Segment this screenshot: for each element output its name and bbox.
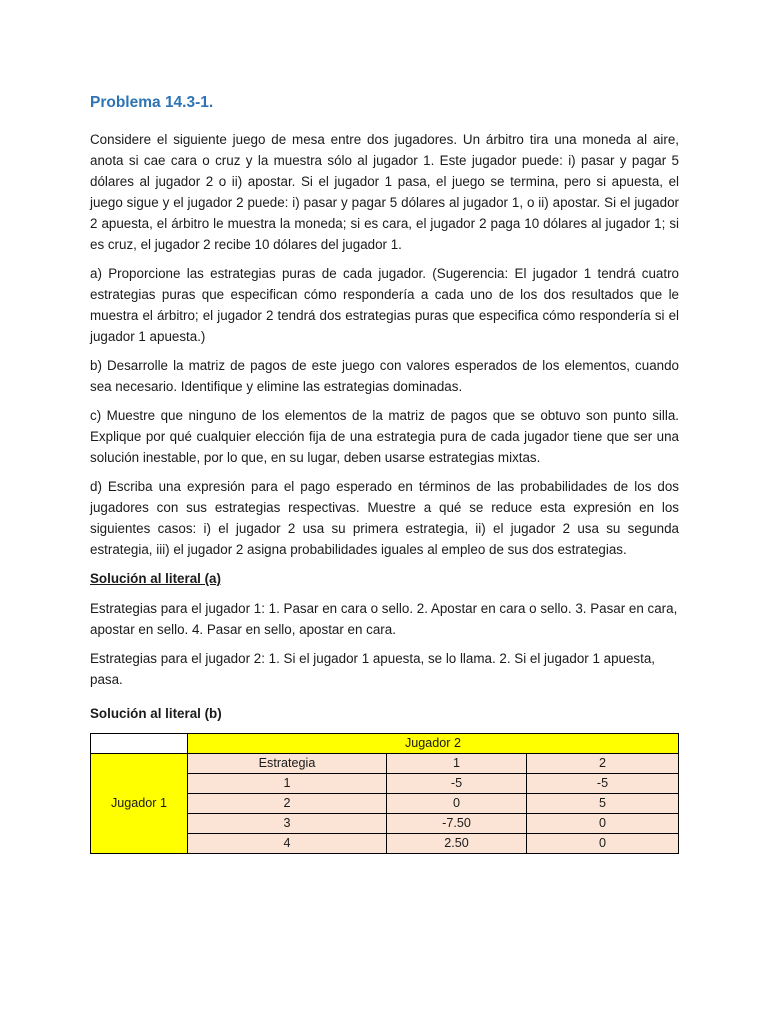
row-strategy: 1 xyxy=(188,774,387,794)
header-col-1: 1 xyxy=(387,754,527,774)
table-header-row xyxy=(91,754,679,774)
table-corner-cell xyxy=(91,734,188,754)
row-strategy: 3 xyxy=(188,814,387,834)
row-value-2: -5 xyxy=(527,774,679,794)
solution-a-heading: Solución al literal (a) xyxy=(90,571,221,586)
row-value-2: 0 xyxy=(527,814,679,834)
question-a: a) Proporcione las estrategias puras de cada jugador. (Sugerencia: El jugador 1 tendrá cuatro estrategias puras que especifican cómo respondería a cada uno de los dos resultados que le muestra el árbitro; el jugador 2 tendrá dos estrategias puras que especifica cómo respondería si el jugador 1 apuesta.) xyxy=(90,266,679,344)
player2-group-header: Jugador 2 xyxy=(188,734,679,754)
row-strategy: 2 xyxy=(188,794,387,814)
row-value-2: 5 xyxy=(527,794,679,814)
document-page xyxy=(90,90,679,854)
question-c: c) Muestre que ninguno de los elementos de la matriz de pagos que se obtuvo son punto silla. Explique por qué cualquier elección fija de una estrategia pura de cada jugador tiene que ser una solución inestable, por lo que, en su lugar, deben usarse estrategias mixtas. xyxy=(90,408,679,465)
header-col-2: 2 xyxy=(527,754,679,774)
solution-b-heading: Solución al literal (b) xyxy=(90,706,222,721)
row-value-1: -7.50 xyxy=(387,814,527,834)
row-value-1: 0 xyxy=(387,794,527,814)
player1-group-header: Jugador 1 xyxy=(91,754,188,854)
row-value-1: 2.50 xyxy=(387,834,527,854)
payoff-matrix-table xyxy=(90,733,679,854)
solution-a-player1: Estrategias para el jugador 1: 1. Pasar en cara o sello. 2. Apostar en cara o sello. 3. Pasar en cara, apostar en sello. 4. Pasar en sello, apostar en cara. xyxy=(90,601,678,637)
row-value-1: -5 xyxy=(387,774,527,794)
intro-paragraph: Considere el siguiente juego de mesa entre dos jugadores. Un árbitro tira una moneda al aire, anota si cae cara o cruz y la muestra sólo al jugador 1. Este jugador puede: i) pasar y pagar 5 dólares al jugador 2 o ii) apostar. Si el jugador 1 pasa, el juego se termina, pero si apuesta, el juego sigue y el jugador 2 puede: i) pasar y pagar 5 dólares al jugador 1, o ii) apostar. Si el jugador 2 apuesta, el árbitro le muestra la moneda; si es cara, el jugador 2 paga 10 dólares al jugador 1; si es cruz, el jugador 2 recibe 10 dólares del jugador 1. xyxy=(90,132,679,252)
header-strategy: Estrategia xyxy=(188,754,387,774)
solution-a-player2: Estrategias para el jugador 2: 1. Si el jugador 1 apuesta, se lo llama. 2. Si el jugador 1 apuesta, pasa. xyxy=(90,651,655,687)
problem-title: Problema 14.3-1. xyxy=(90,94,214,111)
question-b: b) Desarrolle la matriz de pagos de este juego con valores esperados de los elementos, cuando sea necesario. Identifique y elimine las estrategias dominadas. xyxy=(90,358,679,394)
table-group-header-row xyxy=(91,734,679,754)
row-strategy: 4 xyxy=(188,834,387,854)
question-d: d) Escriba una expresión para el pago esperado en términos de las probabilidades de los dos jugadores con sus estrategias respectivas. Muestre a qué se reduce esta expresión en los siguientes casos: i) el jugador 2 usa su primera estrategia, ii) el jugador 2 usa su segunda estrategia, iii) el jugador 2 asigna probabilidades iguales al empleo de sus dos estrategias. xyxy=(90,479,679,557)
row-value-2: 0 xyxy=(527,834,679,854)
